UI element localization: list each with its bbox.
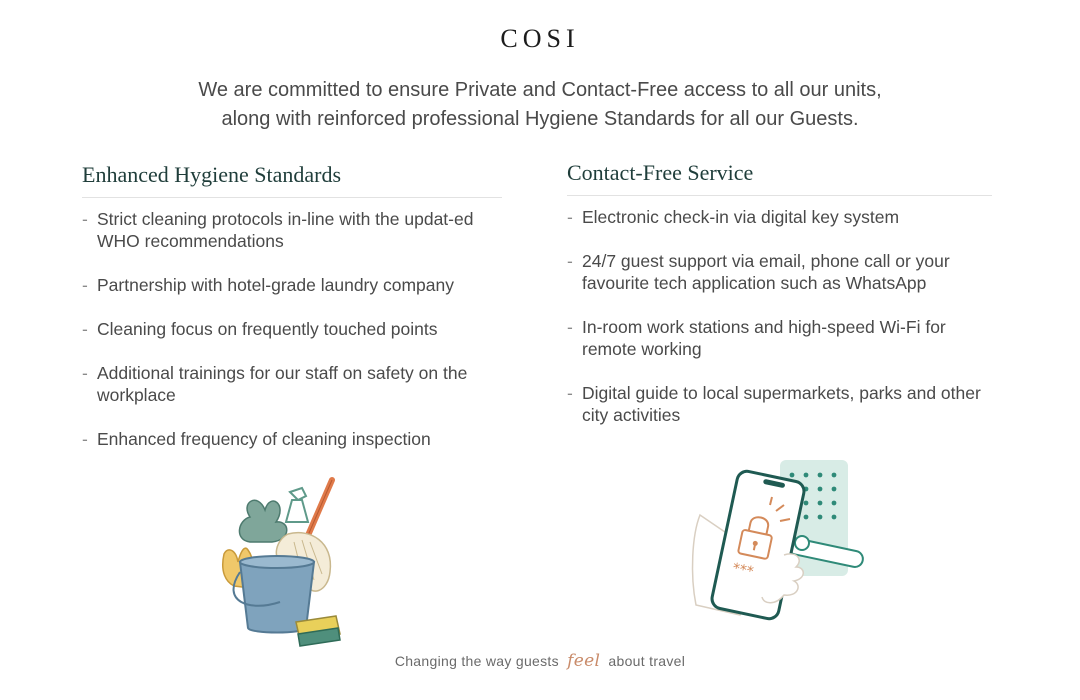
bullet-dash: -: [567, 251, 573, 271]
cleaning-supplies-icon: [210, 462, 350, 654]
intro-line-2: along with reinforced professional Hygiene Standards for all our Guests.: [221, 108, 859, 130]
intro-text: [0, 76, 1080, 134]
tagline: [0, 651, 1080, 671]
list-item: [567, 206, 992, 228]
list-item: [82, 362, 502, 406]
list-item: [82, 428, 502, 450]
list-item: [82, 274, 502, 296]
bullet-dash: -: [82, 275, 88, 295]
bullet-dash: -: [567, 383, 573, 403]
list-item-text: Cleaning focus on frequently touched points: [97, 319, 438, 339]
list-item-text: Electronic check-in via digital key system: [582, 207, 900, 227]
list-item: [82, 318, 502, 340]
list-item-text: Strict cleaning protocols in-line with the updat-ed WHO recommendations: [97, 209, 474, 251]
bullet-dash: -: [82, 363, 88, 383]
hygiene-section: [82, 160, 502, 472]
brand-logo: COSI: [500, 24, 580, 53]
tagline-before: Changing the way guests: [394, 653, 559, 669]
bullet-dash: -: [82, 319, 88, 339]
hygiene-list: [82, 208, 502, 450]
intro-line-1: We are committed to ensure Private and Contact-Free access to all our units,: [198, 79, 882, 101]
list-item-text: Digital guide to local supermarkets, parks and other city activities: [582, 383, 981, 425]
smartphone-digital-key-icon: [680, 455, 880, 625]
contact-free-title: Contact-Free Service: [567, 160, 992, 196]
list-item: [82, 208, 502, 252]
list-item: [567, 382, 992, 426]
list-item-text: Additional trainings for our staff on safety on the workplace: [97, 363, 468, 405]
bullet-dash: -: [567, 317, 573, 337]
svg-text:***: ***: [730, 560, 755, 581]
list-item-text: Partnership with hotel-grade laundry company: [97, 275, 454, 295]
bullet-dash: -: [567, 207, 573, 227]
tagline-emphasis: feel: [567, 651, 601, 671]
list-item: [567, 250, 992, 294]
contact-free-section: [567, 160, 992, 448]
list-item-text: In-room work stations and high-speed Wi-Fi for remote working: [582, 317, 946, 359]
list-item-text: Enhanced frequency of cleaning inspection: [97, 429, 431, 449]
bullet-dash: -: [82, 429, 88, 449]
bullet-dash: -: [82, 209, 88, 229]
list-item: [567, 316, 992, 360]
list-item-text: 24/7 guest support via email, phone call or your favourite tech application such as WhatsApp: [582, 251, 950, 293]
hygiene-title: Enhanced Hygiene Standards: [82, 160, 502, 198]
contact-free-list: [567, 206, 992, 426]
tagline-after: about travel: [608, 653, 686, 669]
